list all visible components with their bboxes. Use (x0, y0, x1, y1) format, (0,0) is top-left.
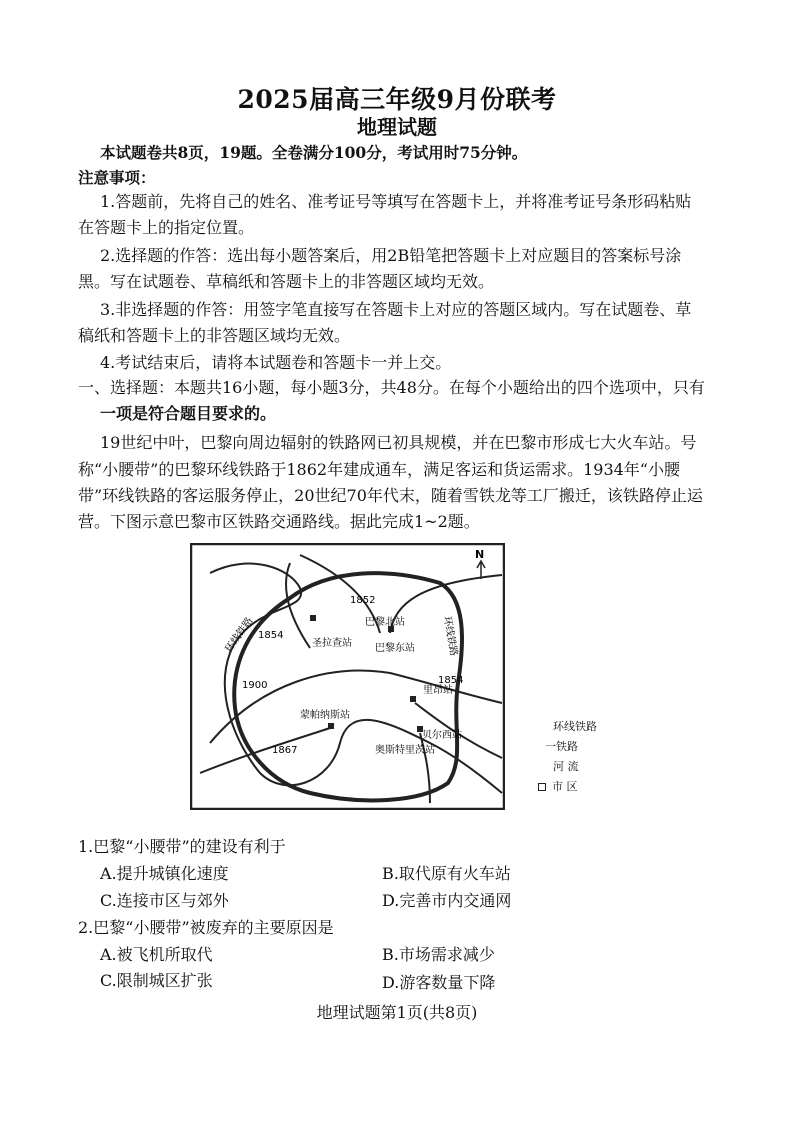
station-paris-nord: 巴黎北站 (365, 617, 405, 628)
note-3-line1: 3.非选择题的作答：用签字笔直接写在答题卡上对应的答题区域内。写在试题卷、草 (100, 300, 692, 319)
paris-railway-map (190, 543, 505, 810)
note-1-line1: 1.答题前，先将自己的姓名、准考证号等填写在答题卡上，并将准考证号条形码粘贴 (100, 192, 692, 211)
exam-instructions: 本试题卷共8页，19题。全卷满分100分，考试用时75分钟。 (100, 143, 528, 162)
passage-line-4: 营。下图示意巴黎市区铁路交通路线。据此完成1~2题。 (78, 512, 480, 531)
legend-city (538, 778, 578, 794)
question-2-stem: 2.巴黎“小腰带”被废弃的主要原因是 (78, 918, 334, 937)
station-paris-est: 巴黎东站 (375, 643, 415, 654)
station-marker-stlazare (310, 615, 316, 621)
note-2-line2: 黑。写在试题卷、草稿纸和答题卡上的非答题区域均无效。 (78, 272, 495, 291)
station-montparnasse: 蒙帕纳斯站 (300, 710, 350, 721)
legend-railway: 一铁路 (545, 740, 578, 753)
year-1854-left: 1854 (258, 630, 284, 641)
passage-line-1: 19世纪中叶，巴黎向周边辐射的铁路网已初具规模，并在巴黎市形成七大火车站。号 (100, 433, 697, 452)
legend-city-label: 市 区 (552, 780, 578, 793)
question-2-option-c: C.限制城区扩张 (100, 971, 213, 990)
question-2-option-b: B.市场需求减少 (382, 945, 495, 964)
question-2-option-d: D.游客数量下降 (382, 973, 496, 992)
note-3-line2: 稿纸和答题卡上的非答题区域均无效。 (78, 326, 351, 345)
question-1-stem: 1.巴黎“小腰带”的建设有利于 (78, 837, 286, 856)
exam-title: 2025届高三年级9月份联考 (237, 85, 557, 114)
question-1-option-c: C.连接市区与郊外 (100, 891, 229, 910)
year-1854-right: 1854 (438, 675, 464, 686)
question-1-option-a: A.提升城镇化速度 (100, 864, 229, 883)
ring-label-left: 环线铁路 (223, 615, 256, 655)
year-1867: 1867 (272, 745, 298, 756)
city-square-icon (538, 783, 546, 791)
station-lyon: 里昂站 (423, 685, 453, 696)
page-footer: 地理试题第1页(共8页) (316, 1003, 478, 1022)
north-label: N (475, 548, 485, 561)
legend-ring-railway: 环线铁路 (553, 720, 597, 733)
station-marker-lyon (410, 696, 416, 702)
year-1852: 1852 (350, 595, 376, 606)
question-1-option-d: D.完善市内交通网 (382, 891, 512, 910)
note-1-line2: 在答题卡上的指定位置。 (78, 218, 255, 237)
question-2-option-a: A.被飞机所取代 (100, 945, 213, 964)
section-heading-line1: 一、选择题：本题共16小题，每小题3分，共48分。在每个小题给出的四个选项中，只有 (78, 378, 705, 397)
legend-river: 河 流 (553, 760, 579, 773)
station-marker-montparnasse (328, 723, 334, 729)
question-1-option-b: B.取代原有火车站 (382, 864, 511, 883)
ring-label-right: 环线铁路 (441, 615, 459, 657)
section-heading-line2: 一项是符合题目要求的。 (100, 404, 277, 423)
station-austerlitz: 奥斯特里茨站 (375, 745, 435, 756)
year-1900: 1900 (242, 680, 268, 691)
note-2-line1: 2.选择题的作答：选出每小题答案后，用2B铅笔把答题卡上对应题目的答案标号涂 (100, 246, 682, 265)
station-saint-lazare: 圣拉查站 (312, 638, 352, 649)
note-4-line1: 4.考试结束后，请将本试题卷和答题卡一并上交。 (100, 353, 452, 372)
exam-subtitle: 地理试题 (357, 115, 437, 139)
station-bercy: 贝尔西站 (422, 730, 462, 741)
passage-line-2: 称“小腰带”的巴黎环线铁路于1862年建成通车，满足客运和货运需求。1934年“小腰 (78, 460, 680, 479)
passage-line-3: 带”环线铁路的客运服务停止，20世纪70年代末，随着雪铁龙等工厂搬迁，该铁路停止运 (78, 486, 703, 505)
notes-heading: 注意事项： (78, 168, 156, 187)
